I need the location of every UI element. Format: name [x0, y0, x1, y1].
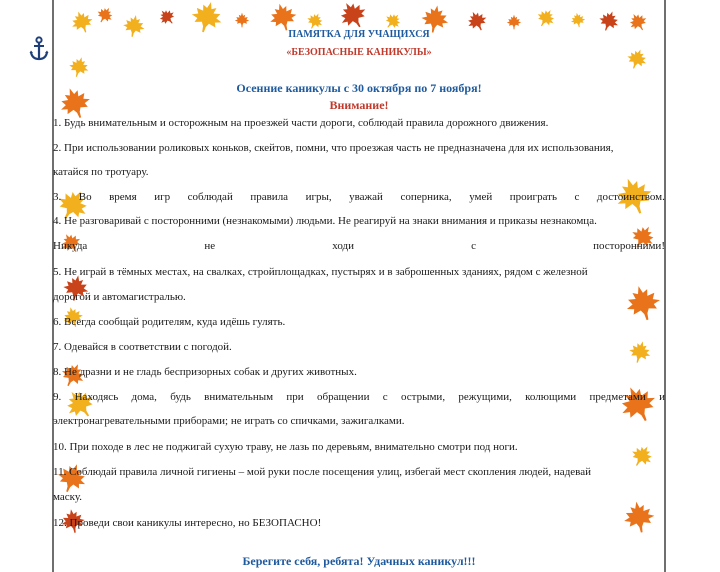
- rule-3-word: правила: [250, 191, 289, 203]
- holiday-dates: Осенние каникулы с 30 октября по 7 ноября!: [236, 81, 482, 95]
- rule-4-word: не: [204, 240, 216, 252]
- rule-3-word: проиграть: [509, 191, 557, 203]
- rule-3-word: 3.: [53, 191, 62, 203]
- rule-3-word: игры,: [305, 191, 332, 203]
- rule-9-word: колющими: [525, 391, 577, 403]
- rule-10: 10. При походе в лес не поджигай сухую траву, не лазь по деревьям, внимательно смотри под ноги.: [53, 441, 518, 453]
- rule-3: [53, 190, 665, 204]
- rule-9-word: внимательным: [204, 391, 274, 403]
- rule-4-word: ходи: [332, 240, 355, 252]
- closing-message: Берегите себя, ребята! Удачных каникул!!!: [242, 554, 476, 568]
- rule-9-word: 9.: [53, 391, 62, 403]
- rule-3-word: Во: [78, 191, 92, 203]
- maple-leaf-icon: [506, 14, 522, 30]
- rule-11-line-1: 11. Соблюдай правила личной гигиены – мой руки после посещения улиц, избегай мест скопления людей, надевай: [53, 466, 591, 478]
- document-subtitle: «БЕЗОПАСНЫЕ КАНИКУЛЫ»: [286, 47, 432, 58]
- rule-11-line-2: маску.: [53, 491, 82, 503]
- maple-leaf-icon: [532, 4, 559, 31]
- rule-9-word: с: [382, 391, 388, 403]
- maple-leaf-icon: [569, 11, 588, 30]
- anchor-icon[interactable]: [28, 36, 50, 62]
- rule-4-line-1: 4. Не разговаривай с посторонними (незнакомыми) людьми. Не реагируй на знаки внимания и приказы незнакомца.: [53, 215, 597, 227]
- document-title: ПАМЯТКА ДЛЯ УЧАЩИХСЯ: [288, 29, 430, 40]
- maple-leaf-icon: [93, 3, 118, 28]
- rule-8: 8. Не дразни и не гладь беспризорных собак и других животных.: [53, 366, 357, 378]
- rule-9-line-2: электронагревательными приборами; не играть со спичками, зажигалками.: [53, 415, 405, 427]
- rule-3-word: уважай: [349, 191, 383, 203]
- rule-5-line-1: 5. Не играй в тёмных местах, на свалках, стройплощадках, пустырях и в заброшенных зданиях, рядом с железной: [53, 266, 588, 278]
- rule-9-word: Находясь: [74, 391, 119, 403]
- rule-9-word: предметами: [589, 391, 646, 403]
- maple-leaf-icon: [234, 12, 250, 28]
- rule-4-line-2: [53, 239, 665, 253]
- rule-12: 12. Проведи свои каникулы интересно, но БЕЗОПАСНО!: [53, 517, 322, 529]
- rule-9-word: будь: [170, 391, 191, 403]
- rule-3-word: игр: [154, 191, 171, 203]
- rule-4-word: посторонними!: [593, 240, 665, 252]
- rule-2-line-1: 2. При использовании роликовых коньков, скейтов, помни, что проезжая часть не предназначена для их использования,: [53, 142, 614, 154]
- rule-9-word: дома,: [131, 391, 157, 403]
- rule-2-line-2: катайся по тротуару.: [53, 166, 149, 178]
- rule-4-word: с: [471, 240, 477, 252]
- rule-1: 1. Будь внимательным и осторожным на проезжей части дороги, соблюдай правила дорожного движения.: [53, 117, 549, 129]
- rule-3-word: достоинством.: [596, 191, 665, 203]
- rule-9-word: при: [286, 391, 304, 403]
- rule-6: 6. Всегда сообщай родителям, куда идёшь гулять.: [53, 316, 286, 328]
- rule-5-line-2: дорогой и автомагистралью.: [53, 291, 186, 303]
- rule-9-word: и: [659, 391, 665, 403]
- rule-3-word: соперника,: [400, 191, 452, 203]
- rule-9-line-1: [53, 390, 665, 404]
- rule-4-word: Никуда: [53, 240, 88, 252]
- attention-heading: Внимание!: [329, 98, 389, 112]
- rule-7: 7. Одевайся в соответствии с погодой.: [53, 341, 232, 353]
- rule-9-word: режущими,: [458, 391, 512, 403]
- rule-3-word: соблюдай: [187, 191, 233, 203]
- rule-9-word: обращении: [316, 391, 370, 403]
- maple-leaf-icon: [154, 4, 179, 29]
- rule-3-word: умей: [469, 191, 493, 203]
- rule-9-word: острыми,: [400, 391, 446, 403]
- rule-3-word: с: [574, 191, 580, 203]
- rule-3-word: время: [109, 191, 137, 203]
